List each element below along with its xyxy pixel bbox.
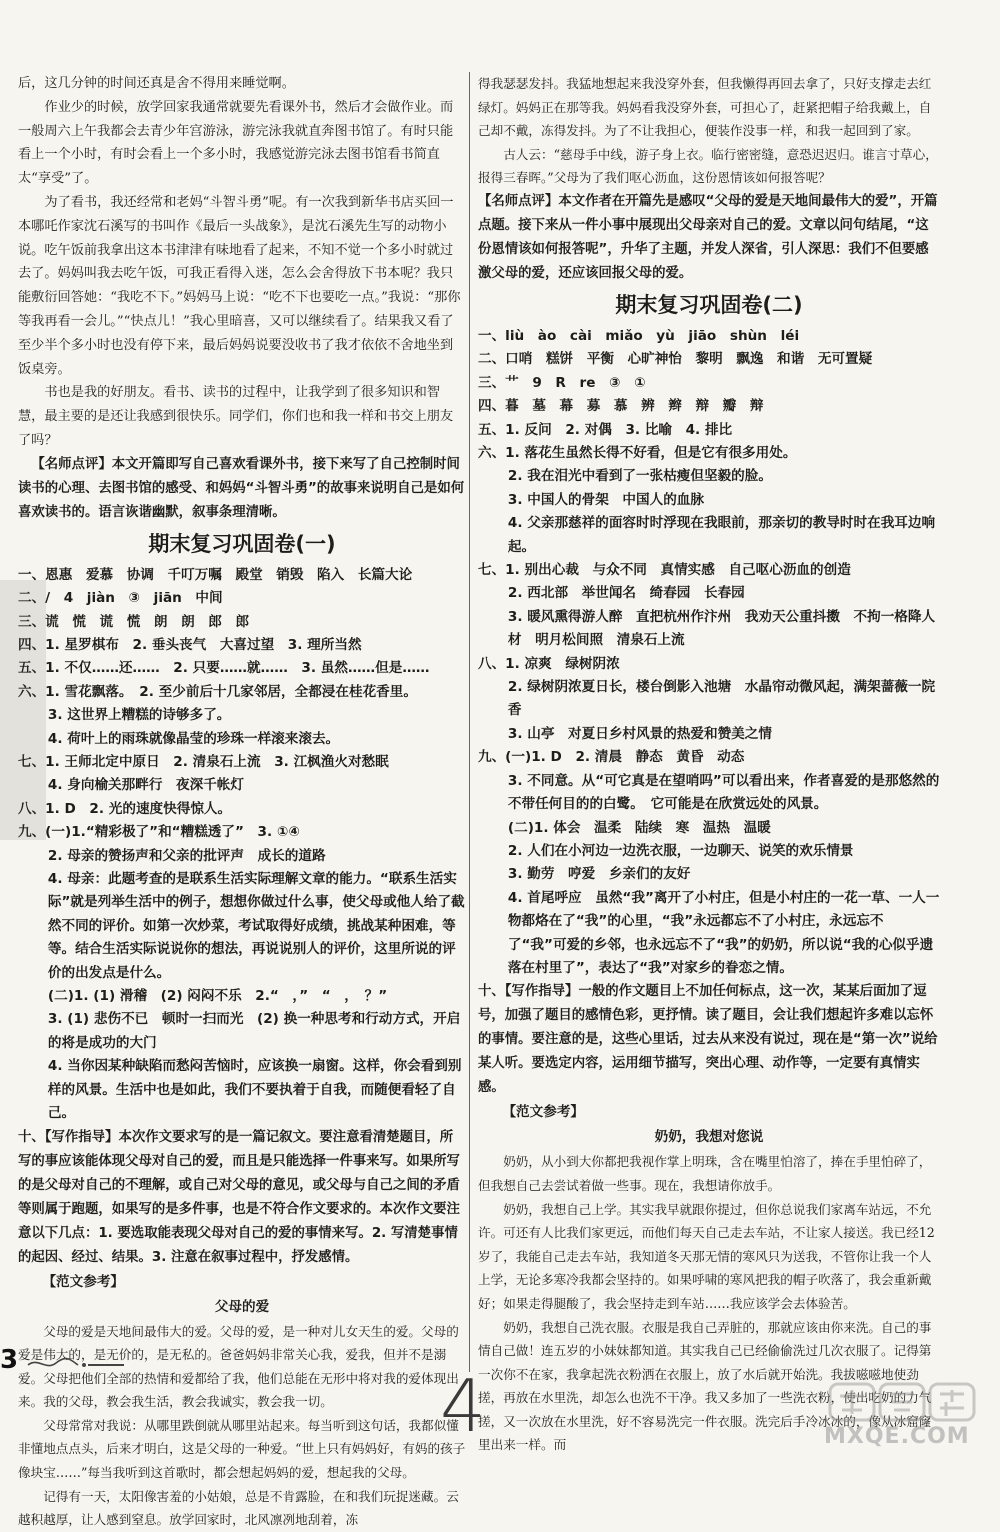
essay-continuation bbox=[18, 72, 466, 453]
answer-line: 4. 当你因某种缺陷而愁闷苦恼时，应该换一扇窗。这样，你会看到别样的风景。生活中也是如此，我们不要执着于自我，而随便看轻了自己。 bbox=[47, 1058, 462, 1122]
answer-line: 四、暮 墓 幕 募 慕 辨 辫 辩 瓣 辩 bbox=[478, 398, 764, 415]
answer-line: 4. 父亲那慈祥的面容时时浮现在我眼前，那亲切的教导时时在我耳边响起。 bbox=[507, 515, 936, 555]
essay-title: 奶奶，我想对您说 bbox=[654, 1129, 764, 1146]
answer-line: 三、艹 9 R re ③ ① bbox=[478, 374, 646, 391]
model-essay bbox=[18, 1320, 466, 1532]
answer-line: 九、(一)1. D 2. 清晨 静态 黄昏 动态 bbox=[478, 749, 745, 766]
answer-line: 3. (1) 悲伤不已 顿时一扫而光 (2) 换一种思考和行动方式，开启的将是成功的大门 bbox=[47, 1011, 461, 1051]
answer-line: 四、1. 星罗棋布 2. 垂头丧气 大喜过望 3. 理所当然 bbox=[18, 636, 362, 653]
answer-line: (二)1. (1) 滑稽 (2) 闷闷不乐 2.“ ，” “ ， ？” bbox=[47, 988, 388, 1005]
answer-line: 五、1. 不仅……还…… 2. 只要……就…… 3. 虽然……但是…… bbox=[18, 660, 430, 677]
answer-line: 二、/ 4 jiàn ③ jiān 中间 bbox=[18, 590, 223, 607]
comment-text: 本文开篇即写自己喜欢看课外书，接下来写了自己控制时间读书的心理、去图书馆的感受、和妈妈“斗智斗勇”的故事来说明自己是如何喜欢读书的。语言诙谐幽默，叙事条理清晰。 bbox=[18, 456, 465, 520]
left-column bbox=[18, 72, 466, 1532]
answer-line: 4. 母亲：此题考查的是联系生活实际理解文章的能力。“联系生活实际”就是列举生活中的例子，想想你做过什么事，使父母或他人给了截然不同的评价。如第一次炒菜，考试取得好成绩，挑战某种困难，等等。结合生活实际说说你的想法，再说说别人的评价，这里所说的评价的出发点是什么。 bbox=[47, 871, 465, 981]
right-column bbox=[478, 72, 940, 1457]
section-title: 期末复习巩固卷(二) bbox=[615, 292, 803, 317]
reference-tag: 【范文参考】 bbox=[502, 1104, 585, 1121]
writing-tag: 十、【写作指导】 bbox=[18, 1129, 119, 1145]
answer-line: 3. 勤劳 哼爱 乡亲们的友好 bbox=[507, 866, 691, 883]
paragraph: 父母的爱是天地间最伟大的爱。父母的爱，是一种对儿女天生的爱。父母的爱是伟大的，是无价的，是无私的。爸爸妈妈非常关心我，爱我，但并不是溺爱。父母把他们全部的热情和爱都给了我，他们总能在无形中将对我的爱体现出来。我的父母，教会我生活，教会我诚实，教会我一切。 bbox=[18, 1323, 459, 1410]
handwritten-number: 4 bbox=[440, 1364, 486, 1448]
answer-line: 五、1. 反问 2. 对偶 3. 比喻 4. 排比 bbox=[478, 421, 733, 438]
answer-line: 2. 人们在小河边一边洗衣服，一边聊天、说笑的欢乐情景 bbox=[507, 842, 854, 859]
page-ornament-icon bbox=[26, 1357, 126, 1371]
paragraph: 奶奶，我想自己上学。其实我早就跟你提过，但你总说我们家离车站远，不允许。可还有人比我们家更远，而他们每天自己走去车站，不让家人接送。我已经12岁了，我能自己走去车站，我知道冬天那无情的寒风只为送我，不管你让我一个人上学，无论多寒冷我都会坚持的。如果呼啸的寒风把我的帽子吹落了，我会重新戴好；如果走得腿酸了，我会坚持走到车站……我应该学会去体验苦。 bbox=[478, 1201, 935, 1311]
answer-line: 3. 中国人的骨架 中国人的血脉 bbox=[507, 491, 704, 508]
section-title: 期末复习巩固卷(一) bbox=[148, 531, 336, 556]
answer-line: 2. 母亲的赞扬声和父亲的批评声 成长的道路 bbox=[47, 847, 326, 864]
comment-text: 本文作者在开篇先是感叹“父母的爱是天地间最伟大的爱”，开篇点题。接下来从一件小事中展现出父母亲对自己的爱。文章以问句结尾，“这份恩情该如何报答呢”，升华了主题，并发人深省，引人深思：我们不但要感激父母的爱，还应该回报父母的爱。 bbox=[478, 193, 938, 281]
comment-tag: 【名师点评】 bbox=[478, 193, 559, 209]
answer-line: 七、1. 王师北定中原日 2. 清泉石上流 3. 江枫渔火对愁眠 bbox=[18, 754, 389, 770]
watermark-logo-icon bbox=[828, 1380, 978, 1424]
paragraph: 记得有一天，太阳像害羞的小姑娘，总是不肯露脸，在和我们玩捉迷藏。云越积越厚，让人感到窒息。放学回家时，北风凛冽地刮着，冻 bbox=[18, 1488, 459, 1528]
paragraph: 得我瑟瑟发抖。我猛地想起来我没穿外套，但我懒得再回去拿了，只好支撑走去红绿灯。妈妈正在那等我。妈妈看我没穿外套，可担心了，赶紧把帽子给我戴上，自己却不戴，冻得发抖。为了不让我担心，便装作没事一样，和我一起回到了家。 bbox=[478, 76, 932, 139]
answer-line: 八、1. D 2. 光的速度快得惊人。 bbox=[18, 800, 232, 817]
binding-shadow bbox=[0, 580, 46, 840]
answer-line: 3. 暖风熏得游人醉 直把杭州作汴州 我劝天公重抖擞 不拘一格降人材 明月松间照 清泉石上流 bbox=[507, 608, 936, 649]
paragraph: 古人云：“慈母手中线，游子身上衣。临行密密缝，意恐迟迟归。谁言寸草心，报得三春晖。”父母为了我们呕心沥血，这份恩情该如何报答呢？ bbox=[478, 146, 938, 186]
answer-line: 一、liù ào cài miǎo yù jiāo shùn léi bbox=[478, 327, 800, 344]
essay-continuation bbox=[478, 72, 940, 190]
essay-title: 父母的爱 bbox=[214, 1298, 270, 1315]
answer-line: 2. 西北部 举世闻名 绮春园 长春园 bbox=[507, 585, 745, 602]
writing-guidance bbox=[18, 1126, 466, 1270]
paragraph: 奶奶，我想自己洗衣服。衣服是我自己弄脏的，那就应该由你来洗。自己的事情自己做！连五岁的小妹妹都知道。其实我自己已经偷偷洗过几次衣服了。记得第一次你不在家，我拿起洗衣粉洒在衣服上，放了水后就开始洗。我拔嗞嗞地使劲搓，再放在水里洗，却怎么也洗不干净。我又多加了一些洗衣粉，使出吃奶的力气搓，又一次放在水里洗，好不容易洗完一件衣服。洗完后手冷冰冰的，像从冰窟窿里出来一样。而 bbox=[478, 1319, 932, 1453]
paragraph: 书也是我的好朋友。看书、读书的过程中，让我学到了很多知识和智慧，最主要的是还让我感到很快乐。同学们，你们也和我一样和书交上朋友了吗？ bbox=[18, 385, 454, 448]
answer-line: 三、谎 慌 谎 慌 朗 朗 郎 郎 bbox=[18, 613, 250, 630]
answer-line: (二)1. 体会 温柔 陆续 寒 温热 温暖 bbox=[507, 819, 771, 836]
answer-line: 4. 身向榆关那畔行 夜深千帐灯 bbox=[47, 777, 244, 794]
answer-line: 3. 这世界上糟糕的诗够多了。 bbox=[47, 707, 231, 724]
answer-line: 二、口哨 糕饼 平衡 心旷神怡 黎明 飘逸 和谐 无可置疑 bbox=[478, 351, 873, 368]
answer-line: 八、1. 凉爽 绿树阴浓 bbox=[478, 655, 620, 672]
paragraph: 为了看书，我还经常和老妈“斗智斗勇”呢。有一次我到新华书店买回一本哪吒作家沈石溪写的书叫作《最后一头战象》，是沈石溪先生写的动物小说。吃午饭前我拿出这本书津津有味地看了起来，不知不觉一个多小时就过去了。妈妈叫我去吃午饭，可我正看得入迷，怎么会舍得放下书本呢？我只能敷衍回答她：“我吃不下。”妈妈马上说：“吃不下也要吃一点。”我说：“那你等我再看一会儿。”“快点儿！”我心里暗喜，又可以继续看了。结果我又看了至少半个多小时也没有停下来，最后妈妈说要没收书了我才依依不舍地坐到饭桌旁。 bbox=[18, 194, 461, 377]
watermark bbox=[810, 1380, 990, 1452]
paragraph: 父母常常对我说：从哪里跌倒就从哪里站起来。每当听到这句话，我都似懂非懂地点点头，后来才明白，这是父母的一种爱。“世上只有妈妈好，有妈的孩子像块宝……”每当我听到这首歌时，都会想起妈妈的爱，想起我的父母。 bbox=[18, 1417, 466, 1481]
answer-line: 4. 荷叶上的雨珠就像晶莹的珍珠一样滚来滚去。 bbox=[47, 730, 340, 747]
writing-text: 一般的作文题目上不加任何标点，这一次，某某后面加了逗号，加强了题目的感情色彩，更抒情。读了题目，会让我们想起许多难以忘怀的事情。要注意的是，这些心里话，过去从来没有说过，现在是“第一次”说给某人听。要选定内容，运用细节描写，突出心理、动作等，一定要有真情实感。 bbox=[478, 984, 938, 1096]
answer-line: 一、恩惠 爱慕 协调 千叮万嘱 殿堂 销毁 陷入 长篇大论 bbox=[18, 566, 413, 583]
page-number: 3 bbox=[0, 1345, 19, 1375]
writing-tag: 十、【写作指导】 bbox=[478, 984, 579, 1000]
answer-list bbox=[478, 325, 940, 980]
paragraph: 作业少的时候，放学回家我通常就要先看课外书，然后才会做作业。而一般周六上午我都会去青少年宫游泳，游完泳我就直奔图书馆了。有时只能看上一个小时，有时会看上一个多小时，我感觉游完泳去图书馆看书简直太“享受”了。 bbox=[18, 99, 454, 187]
writing-guidance bbox=[478, 980, 940, 1100]
writing-text: 本次作文要求写的是一篇记叙文。要注意看清楚题目，所写的事应该能体现父母对自己的爱，而且是只能选择一件事来写。如果所写的是父母对自己的不理解，或自己对父母的意见，或父母与自己之间的矛盾等则属于跑题，如果写的是多件事，也是不符合作文要求的。本次作文要注意以下几点：1. 要选取能表现父母对自己的爱的事情来写。2. 写清楚事情的起因、经过、结果。3. 注意在叙事过程中，抒发感情。 bbox=[18, 1129, 460, 1265]
comment-tag: 【名师点评】 bbox=[31, 456, 112, 472]
paragraph: 后，这几分钟的时间还真是舍不得用来睡觉啊。 bbox=[18, 76, 295, 91]
answer-list bbox=[18, 564, 466, 1126]
watermark-text: MXQE.COM bbox=[824, 1424, 970, 1449]
paragraph: 奶奶，从小到大你都把我视作掌上明珠，含在嘴里怕溶了，捧在手里怕碎了，但我想自己去尝试着做一些事。现在，我想请你放手。 bbox=[478, 1154, 932, 1193]
answer-line: 九、(一)1.“精彩极了”和“糟糕透了” 3. ①④ bbox=[18, 824, 300, 841]
answer-line: 六、1. 雪花飘落。 2. 至少前后十几家邻居，全都浸在桂花香里。 bbox=[18, 683, 417, 700]
answer-line: 六、1. 落花生虽然长得不好看，但是它有很多用处。 bbox=[478, 445, 797, 461]
answer-line: 4. 首尾呼应 虽然“我”离开了小村庄，但是小村庄的一花一草、一人一物都烙在了“我”的心里，“我”永远都忘不了小村庄，永远忘不了“我”可爱的乡邻，也永远忘不了“我”的奶奶，所以说“我的心似乎遗落在村里了”，表达了“我”对家乡的眷恋之情。 bbox=[507, 889, 940, 976]
answer-line: 3. 不同意。从“可它真是在望哨吗”可以看出来，作者喜爱的是那悠然的不带任何目的的白鹭。 它可能是在欣赏远处的风景。 bbox=[507, 772, 940, 813]
answer-line: 2. 绿树阴浓夏日长，楼台倒影入池塘 水晶帘动微风起，满架蔷薇一院香 bbox=[507, 679, 936, 719]
answer-line: 3. 山亭 对夏日乡村风景的热爱和赞美之情 bbox=[507, 725, 772, 742]
answer-line: 七、1. 别出心裁 与众不同 真情实感 自己呕心沥血的创造 bbox=[478, 562, 851, 579]
teacher-comment bbox=[18, 453, 466, 525]
answer-line: 2. 我在泪光中看到了一张枯瘦但坚毅的脸。 bbox=[507, 468, 772, 485]
teacher-comment bbox=[478, 190, 940, 286]
column-divider bbox=[469, 72, 470, 1372]
reference-tag: 【范文参考】 bbox=[42, 1273, 125, 1290]
